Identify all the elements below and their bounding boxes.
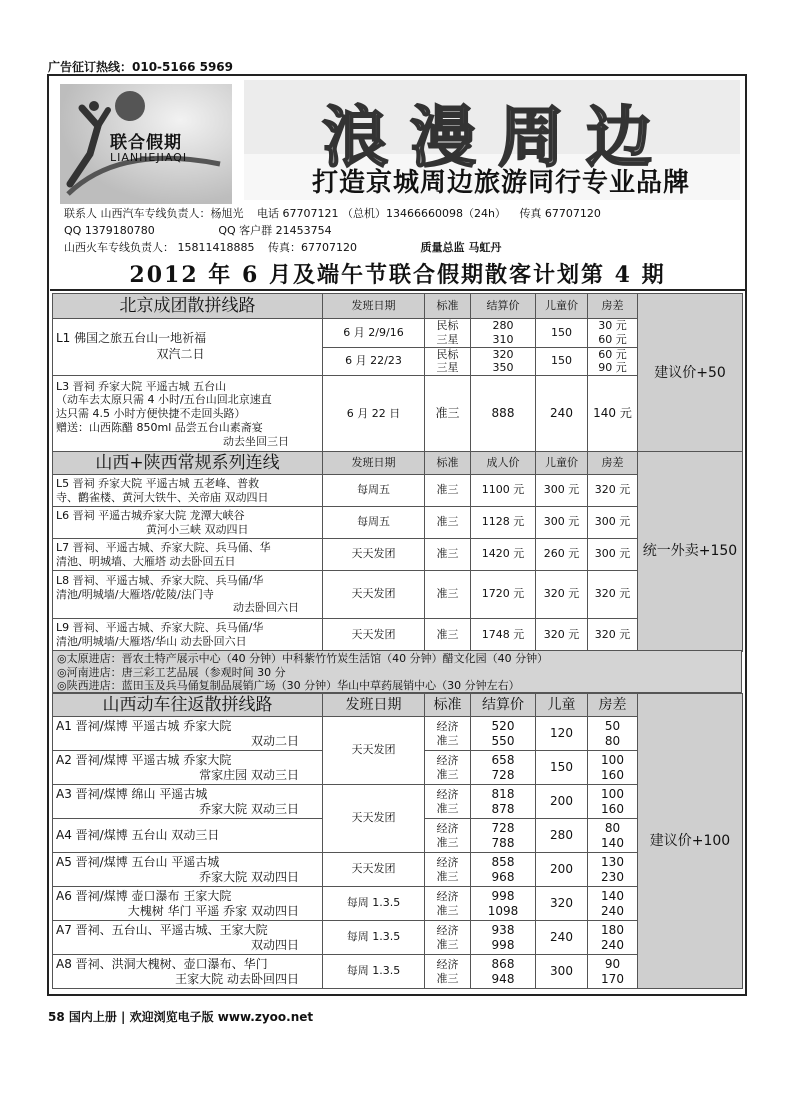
header-price: 结算价	[471, 294, 536, 319]
section2-table	[52, 451, 743, 652]
table-row: A7 晋祠、五台山、平遥古城、王家大院 双动四日 每周 1.3.5 经济 准三 938 998 240 180 240	[53, 921, 743, 955]
table-row: A5 晋祠/煤博 五台山 平遥古城 乔家大院 双动四日 天天发团 经济 准三 858 968 200 130 230	[53, 853, 743, 887]
section1-title: 北京成团散拼线路	[53, 294, 323, 319]
table-row: L8 晋祠、平遥古城、乔家大院、兵马俑/华 清池/明城墙/大雁塔/乾陵/法门寺 动去卧回六日 天天发团 准三 1720 元 320 元 320 元	[53, 571, 743, 619]
header-date: 发班日期	[323, 294, 425, 319]
contact-fax: 传真 67707120	[519, 207, 601, 220]
note-taiyuan: ◎太原进店：晋农土特产展示中心（40 分钟）中科紫竹竹炭生活馆（40 分钟）醋文化园（40 分钟）	[57, 652, 549, 665]
route-l3: L3 晋祠 乔家大院 平遥古城 五台山 （动车去太原只需 4 小时/五台山回北京速直 达只需 4.5 小时方便快捷不走回头路） 赠送：山西陈醋 850ml 品尝五台山素斋宴 动去坐回三日	[53, 376, 323, 453]
contact-person: 联系人 山西汽车专线负责人：杨旭光	[64, 207, 244, 220]
header-room-diff: 房差	[588, 294, 638, 319]
logo-cn-text: 联合假期	[110, 133, 182, 153]
section3-title: 山西动车往返散拼线路	[53, 694, 323, 717]
table-row: A4 晋祠/煤博 五台山 双动三日 经济 准三 728 788 280 80 140	[53, 819, 743, 853]
contact-phone: 电话 67707121 （总机）13466660098（24h）	[257, 207, 506, 220]
contact-line-1	[64, 205, 611, 221]
table-row: A6 晋祠/煤博 壶口瀑布 王家大院 大槐树 华门 平遥 乔家 双动四日 每周 1.3.5 经济 准三 998 1098 320 140 240	[53, 887, 743, 921]
header-standard: 标准	[425, 294, 471, 319]
header-date: 发班日期	[323, 694, 425, 717]
header-standard: 标准	[425, 694, 471, 717]
section2-title: 山西+陕西常规系列连线	[53, 452, 323, 475]
contact-qq-group: QQ 客户群 21453754	[218, 224, 332, 237]
contact-qq: QQ 1379180780	[64, 224, 155, 237]
contact-line-2	[64, 222, 342, 238]
shopping-notes	[52, 650, 742, 693]
header-price: 结算价	[471, 694, 536, 717]
table-row: L1 佛国之旅五台山一地祈福 双汽二日 6 月 2/9/16 民标 三星 280 310 150 30 元 60 元	[53, 319, 743, 348]
contact-line-3	[64, 239, 511, 255]
route-l1: L1 佛国之旅五台山一地祈福 双汽二日	[53, 319, 323, 376]
logo-en-text: LIANHEJIAQI	[110, 151, 188, 164]
section2-side-note: 统一外卖+150	[638, 452, 743, 652]
table-row: L9 晋祠、平遥古城、乔家大院、兵马俑/华 清池/明城墙/大雁塔/华山 动去卧回六日 天天发团 准三 1748 元 320 元 320 元	[53, 619, 743, 652]
table-row: A2 晋祠/煤博 平遥古城 乔家大院 常家庄园 双动三日 经济 准三 658 728 150 100 160	[53, 751, 743, 785]
brand-title: 浪漫周边	[322, 98, 674, 176]
note-henan: ◎河南进店：唐三彩工艺品展（参观时间 30 分	[57, 665, 286, 679]
table-row: L3 晋祠 乔家大院 平遥古城 五台山 （动车去太原只需 4 小时/五台山回北京速直 达只需 4.5 小时方便快捷不走回头路） 赠送：山西陈醋 850ml 品尝五台山素斋宴 动去坐回三日 6 月 22 日 准三 888 240 140 元	[53, 376, 743, 453]
header-room-diff: 房差	[588, 452, 638, 475]
header-room-diff: 房差	[588, 694, 638, 717]
quality-director: 质量总监 马虹丹	[420, 241, 502, 254]
contact-train-fax: 传真：67707120	[267, 241, 357, 254]
table-row: A8 晋祠、洪洞大槐树、壶口瀑布、华门 王家大院 动去卧回四日 每周 1.3.5 经济 准三 868 948 300 90 170	[53, 955, 743, 989]
table-row: L6 晋祠 平遥古城乔家大院 龙潭大峡谷 黄河小三峡 双动四日 每周五 准三 1128 元 300 元 300 元	[53, 507, 743, 539]
header-adult-price: 成人价	[471, 452, 536, 475]
table-row: A1 晋祠/煤博 平遥古城 乔家大院 双动二日 天天发团 经济 准三 520 550 120 50 80	[53, 717, 743, 751]
table-row: 6 月 22/23 民标 三星 320 350 150 60 元 90 元	[53, 347, 743, 376]
header-child: 儿童价	[536, 452, 588, 475]
note-shaanxi: ◎陕西进店：蓝田玉及兵马俑复制品展销广场（30 分钟）华山中草药展销中心（30 分钟左右）	[57, 679, 520, 692]
section3-table	[52, 693, 743, 989]
header-date: 发班日期	[323, 452, 425, 475]
table-row: L7 晋祠、平遥古城、乔家大院、兵马俑、华 清池、明城墙、大雁塔 动去卧回五日 天天发团 准三 1420 元 260 元 300 元	[53, 539, 743, 571]
contact-train: 山西火车专线负责人： 15811418885	[64, 241, 255, 254]
section1-table	[52, 293, 743, 453]
brand-slogan: 打造京城周边旅游同行专业品牌	[311, 168, 690, 198]
plan-title: 2012 年 6 月及端午节联合假期散客计划第 4 期	[129, 262, 666, 288]
table-row: L5 晋祠 乔家大院 平遥古城 五老峰、普救 寺、鹳雀楼、黄河大铁牛、关帝庙 双动四日 每周五 准三 1100 元 300 元 320 元	[53, 475, 743, 507]
section1-side-note: 建议价+50	[638, 294, 743, 453]
section3-side-note: 建议价+100	[638, 694, 743, 989]
table-row: A3 晋祠/煤博 绵山 平遥古城 乔家大院 双动三日 天天发团 经济 准三 818 878 200 100 160	[53, 785, 743, 819]
header-child: 儿童价	[536, 294, 588, 319]
header-child: 儿童	[536, 694, 588, 717]
divider	[50, 289, 745, 291]
page-footer: 58 国内上册 | 欢迎浏览电子版 www.zyoo.net	[48, 1010, 314, 1024]
ad-hotline: 广告征订热线：010-5166 5969	[48, 60, 234, 74]
header-standard: 标准	[425, 452, 471, 475]
